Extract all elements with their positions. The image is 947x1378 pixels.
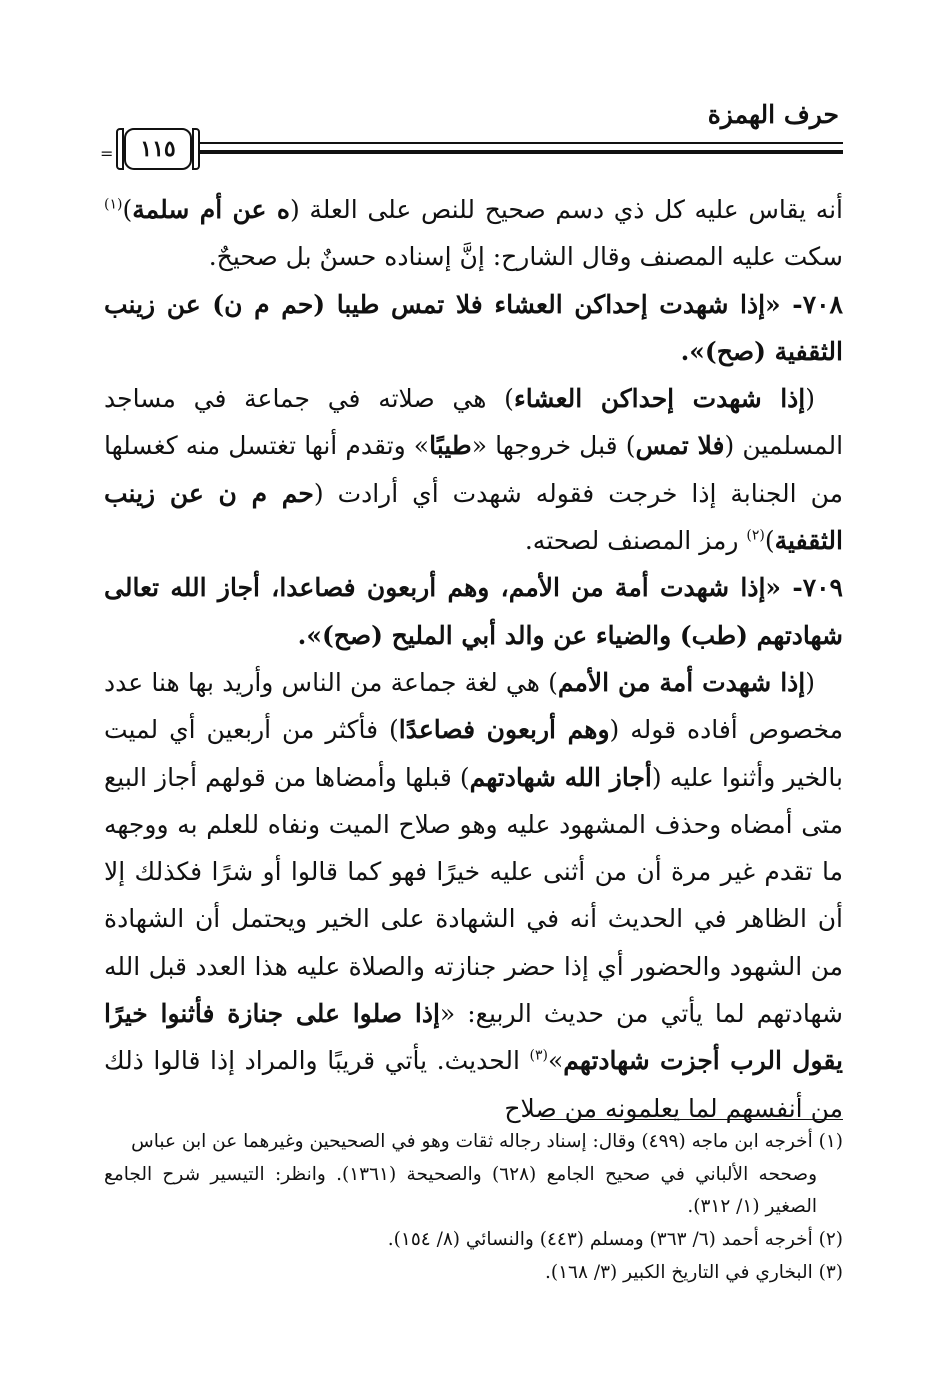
text-run: » [548,1046,564,1076]
footnote-text: (٣) البخاري في التاريخ الكبير (٣/ ١٦٨). [545,1261,843,1283]
text-run: ) قبل خروجها « [471,431,636,461]
bold-run: إذا شهدت أمة من الأمم [557,667,806,697]
text-run: ) [122,195,133,224]
footnote-ref-2: (٢) [746,527,765,544]
hadith-text: «إذا شهدت إحداكن العشاء فلا تمس طيبا (حم م ن) عن زينب الثقفية (صح)». [104,289,843,366]
main-text [104,186,843,1132]
footnote-continuation: وصححه الألباني في صحيح الجامع (٦٢٨) والصحيحة (١٣٦١). وانظر: التيسير شرح الجامع الصغير (١/ ٣١٢). [104,1163,817,1218]
bold-run: حم م ن عن زينب الثقفية [104,478,843,556]
bold-run: إذا صلوا على جنازة فأثنوا خيرًا يقول الرب أجزت شهادتهم [104,999,843,1076]
footnote-text: (١) أخرجه ابن ماجه (٤٩٩) وقال: إسناد رجاله ثقات وهو في الصحيحين وغيرهما عن ابن عباس [131,1131,843,1152]
hadith-708 [104,281,843,376]
paragraph-2 [104,375,843,564]
footnote-3 [104,1257,843,1290]
header-edge-mark: = [100,144,114,163]
text-run: ( [805,384,815,414]
text-run: ( [805,667,815,697]
page-number [124,128,192,170]
footnote-separator [540,1119,843,1120]
bold-run: إذا شهدت إحداكن العشاء [513,384,806,414]
footnote-2 [104,1224,843,1257]
text-run: أنه يقاس عليه كل ذي دسم صحيح للنص على العلة ( [289,195,844,224]
header-rule-thin [200,142,843,144]
header-rule-thick [200,150,843,154]
bold-run: طيبًا [429,431,472,461]
footnote-1 [104,1126,843,1224]
footnote-text: (٢) أخرجه أحمد (٦/ ٣٦٣) ومسلم (٤٤٣) والنسائي (٨/ ١٥٤). [387,1229,843,1251]
hadith-number: ٧٠٩- [781,573,843,603]
footnote-ref-3: (٣) [529,1048,548,1065]
text-run: ) [764,526,775,556]
footnote-ref-1: (١) [104,196,123,213]
hadith-number: ٧٠٨- [780,289,843,319]
text-run: سكت عليه المصنف وقال الشارح: إنَّ إسناده حسنٌ بل صحيحٌ. [208,242,843,272]
text-run: الحديث. يأتي قريبًا والمراد إذا قالوا ذلك من أنفسهم لما يعلمونه من صلاح [104,1046,843,1123]
text-run: » وتقدم أنها تغتسل منه كغسلها من الجنابة إذا خرجت فقوله شهدت أي أرادت ( [104,431,843,508]
bold-run: أجاز الله شهادتهم [469,762,652,792]
text-run: رمز المصنف لصحته. [524,526,747,556]
text-run: ) هي صلاته في جماعة في مساجد المسلمين ( [104,384,844,461]
running-title: حرف الهمزة [707,100,839,129]
paragraph-1 [104,186,843,281]
text-run: ) هي لغة جماعة من الناس وأريد بها هنا عدد مخصوص أفاده قوله ( [104,667,843,745]
text-run: ) فأكثر من أربعين أي لميت بالخير وأثنوا عليه ( [104,715,843,792]
paragraph-3 [104,659,843,1132]
bold-run: فلا تمس [635,431,725,461]
page-number-text: ١١٥ [140,136,176,162]
bold-run: ه عن أم سلمة [132,195,290,224]
hadith-text: «إذا شهدت أمة من الأمم، وهم أربعون فصاعدا، أجاز الله تعالى شهادتهم (طب) والضياء عن والد أبي المليح (صح)». [104,573,843,650]
text-run: ) قبلها وأمضاها من قولهم أجاز البيع متى أمضاه وحذف المشهود عليه وهو صلاح الميت ونفاه للعلم به ووجهه ما تقدم غير مرة أن من أثنى عليه خيرًا فهو كما قالوا أو شرًا فكذلك إلا أن الظاهر في الحديث أنه في الشهادة على الخير ويحتمل أن الشهادة من الشهود والحضور أي إذا حضر جنازته والصلاة عليه هذا العدد قبل الله شهادتهم لما يأتي من حديث الربيع: « [104,762,843,1029]
footnotes [104,1126,843,1290]
hadith-709 [104,564,843,659]
bold-run: وهم أربعون فصاعدًا [398,715,610,745]
